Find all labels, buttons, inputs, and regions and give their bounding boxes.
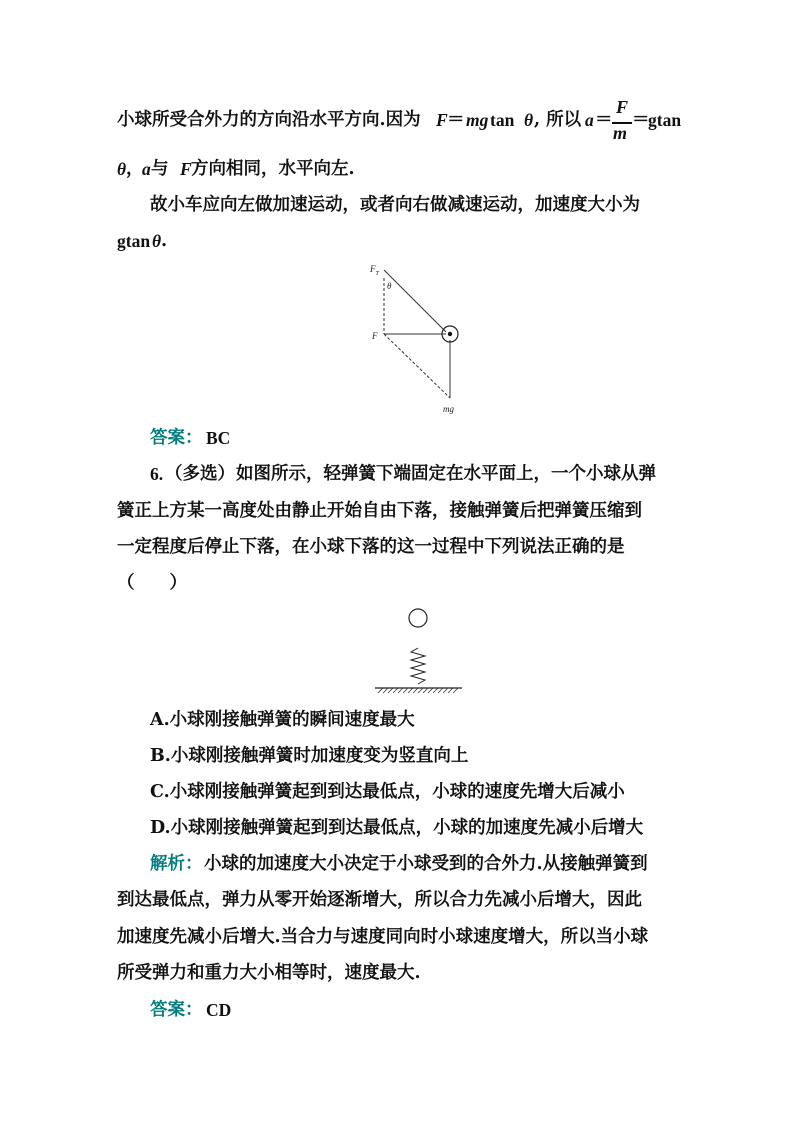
- analysis-6-line-2-text: 到达最低点，弹力从零开始逐渐增大，所以合力先减小后增大，因此: [117, 890, 642, 910]
- dashed-diagonal: [384, 334, 450, 398]
- solution-line-3: [0, 190, 794, 220]
- question-6-tag: （多选）: [165, 464, 235, 484]
- solution-line-4: [0, 226, 794, 256]
- analysis-6-line-4-text: 所受弹力和重力大小相等时，速度最大.: [117, 963, 421, 983]
- question-6-line-3: [0, 532, 794, 562]
- line2-theta: θ: [117, 159, 127, 179]
- label-f: F: [372, 331, 378, 341]
- analysis-label: 解析：: [150, 854, 203, 874]
- formula-so: , 所以: [534, 110, 582, 130]
- spring: [411, 648, 425, 684]
- line2-comma: ，: [126, 159, 144, 179]
- formula-tan: tan: [490, 110, 515, 130]
- tension-line: [384, 270, 446, 332]
- ball: [409, 609, 427, 627]
- option-a: [0, 705, 794, 735]
- answer-6-value: CD: [206, 1000, 232, 1020]
- answer-6: [0, 995, 794, 1025]
- option-c: [0, 777, 794, 807]
- label-mg: mg: [443, 404, 454, 414]
- option-d: [0, 813, 794, 843]
- ball-center: [448, 332, 452, 336]
- question-6-line-3-text: 一定程度后停止下落，在小球下落的这一过程中下列说法正确的是: [117, 537, 625, 557]
- formula-eq2: ＝: [595, 110, 613, 130]
- analysis-6-line-3: [0, 922, 794, 952]
- analysis-6-line-4: [0, 958, 794, 988]
- fraction-numerator: F: [616, 97, 629, 117]
- ground-hatch: [378, 688, 458, 693]
- option-d-text: D.小球刚接触弹簧起到到达最低点，小球的加速度先减小后增大: [150, 818, 644, 838]
- line4-period: .: [161, 231, 168, 251]
- answer-blank: （ ）: [117, 573, 187, 593]
- formula-F: F: [436, 110, 448, 130]
- question-6-line-2-text: 簧正上方某一高度处由静止开始自由下落，接触弹簧后把弹簧压缩到: [117, 501, 642, 521]
- fraction-F-over-m: [612, 97, 632, 147]
- analysis-6-line-2: [0, 885, 794, 915]
- option-c-text: C.小球刚接触弹簧起到到达最低点，小球的速度先增大后减小: [150, 782, 625, 802]
- solution-line-1-text: 小球所受合外力的方向沿水平方向.因为: [117, 110, 421, 130]
- formula-a: a: [585, 110, 594, 130]
- option-a-text: A.小球刚接触弹簧的瞬间速度最大: [150, 710, 415, 730]
- line2-a: a: [142, 159, 151, 179]
- label-theta: θ: [387, 281, 392, 291]
- solution-line-2: [0, 154, 794, 184]
- line4-theta: θ: [152, 231, 162, 251]
- answer-5-value: BC: [206, 428, 231, 448]
- analysis-6-line-1: [0, 849, 794, 879]
- option-b: [0, 741, 794, 771]
- formula-mg: mg: [466, 110, 489, 130]
- line4-gtan: gtan: [117, 231, 151, 251]
- force-diagram: [0, 258, 794, 418]
- analysis-6-line-3-text: 加速度先减小后增大.当合力与速度同向时小球速度增大，所以当小球: [117, 927, 649, 947]
- answer-6-label: 答案：: [150, 1000, 203, 1020]
- spring-diagram: [0, 604, 794, 694]
- label-ft: $F_T$: [370, 264, 379, 277]
- solution-line-1: [0, 105, 794, 135]
- question-6-line-1: [0, 459, 794, 489]
- line3-text: 故小车应向左做加速运动，或者向右做减速运动，加速度大小为: [150, 195, 640, 215]
- answer-5: [0, 423, 794, 453]
- option-b-text: B.小球刚接触弹簧时加速度变为竖直向上: [150, 746, 469, 766]
- formula-eq: ＝: [447, 110, 465, 130]
- question-6-line-4: [0, 568, 794, 598]
- analysis-6-line-1-text: 小球的加速度大小决定于小球受到的合外力.从接触弹簧到: [204, 854, 648, 874]
- question-6-line-1-text: 如图所示，轻弹簧下端固定在水平面上，一个小球从弹: [236, 464, 656, 484]
- line2-with: 与: [151, 159, 169, 179]
- line2-rest: 方向相同，水平向左.: [191, 159, 355, 179]
- line2-F: F: [180, 159, 192, 179]
- fraction-denominator: m: [613, 123, 628, 143]
- formula-theta: θ: [524, 110, 534, 130]
- question-6-number: 6.: [150, 464, 164, 484]
- answer-5-label: 答案：: [150, 428, 203, 448]
- formula-eq3: ＝: [632, 110, 650, 130]
- question-6-line-2: [0, 496, 794, 526]
- formula-gtan: gtan: [648, 110, 682, 130]
